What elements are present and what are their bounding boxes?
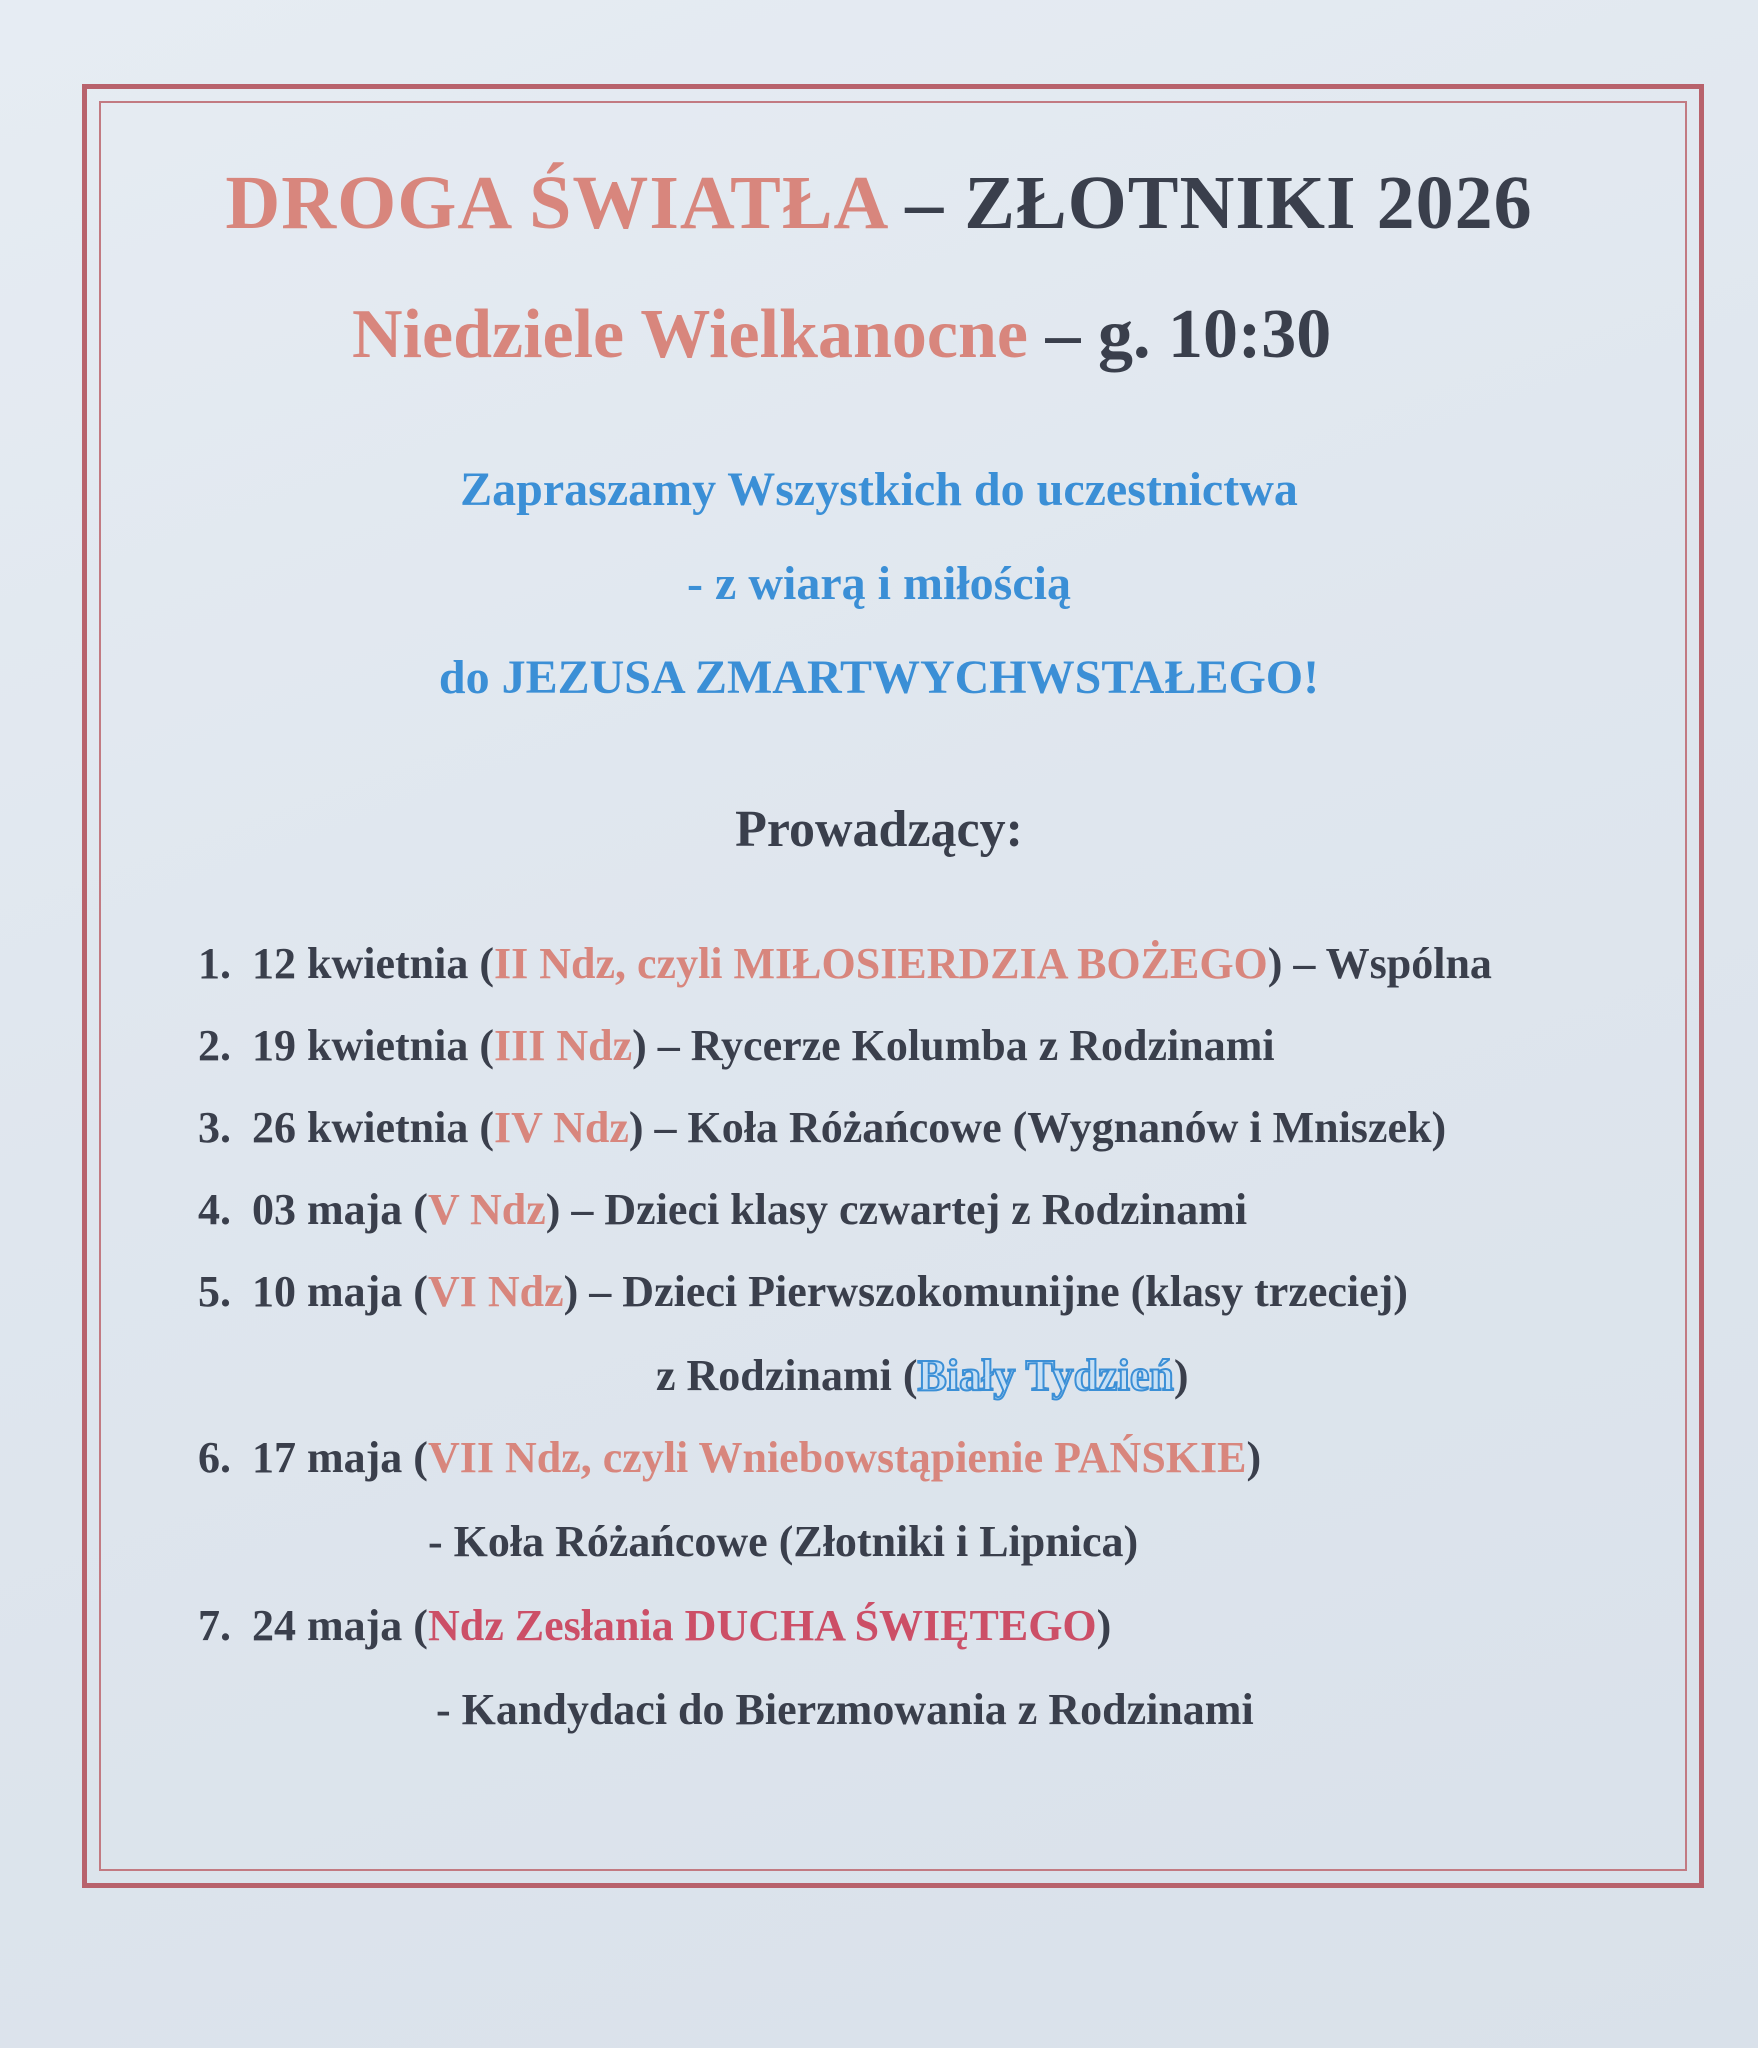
poster-title [0,160,1758,247]
schedule-item-3 [198,1102,1446,1153]
item-sunday: VI Ndz [427,1267,564,1316]
item-leader: ) – Dzieci klasy czwartej z Rodzinami [545,1185,1248,1234]
leaders-heading: Prowadzący: [735,801,1023,858]
title-part-2: – ZŁOTNIKI 2026 [885,161,1533,245]
item-date: 26 kwietnia ( [252,1103,494,1152]
item-cont-highlight: Biały Tydzień [917,1351,1174,1400]
poster-subtitle [352,295,1331,375]
schedule-item-5 [198,1266,1408,1317]
item-leader: ) – Rycerze Kolumba z Rodzinami [632,1021,1275,1070]
item-number: 6. [198,1433,231,1482]
item-sunday: V Ndz [427,1185,546,1234]
schedule-item-1 [198,938,1492,989]
item-leader: ) [1096,1601,1112,1650]
item-number: 5. [198,1267,231,1316]
item-date: 10 maja ( [252,1267,428,1316]
item-date: 12 kwietnia ( [252,939,494,988]
item-sunday: III Ndz [494,1021,633,1070]
item-date: 17 maja ( [252,1433,428,1482]
item-number: 7. [198,1601,231,1650]
item-number: 2. [198,1021,231,1070]
subtitle-part-2: – g. 10:30 [1027,296,1332,373]
schedule-item-6 [198,1432,1261,1483]
invitation-line-2: - z wiarą i miłością [687,557,1071,610]
title-part-1: DROGA ŚWIATŁA [225,161,886,245]
item-leader: ) – Wspólna [1267,939,1492,988]
schedule-item-7-continuation: - Kandydaci do Bierzmowania z Rodzinami [436,1685,1254,1734]
item-number: 3. [198,1103,231,1152]
schedule-item-2 [198,1020,1275,1071]
item-date: 24 maja ( [252,1601,428,1650]
item-number: 4. [198,1185,231,1234]
item-cont-after: ) [1173,1351,1189,1400]
item-sunday: IV Ndz [494,1103,629,1152]
item-number: 1. [198,939,231,988]
item-sunday: II Ndz, czyli MIŁOSIERDZIA BOŻEGO [494,939,1268,988]
invitation-line-1: Zapraszamy Wszystkich do uczestnictwa [460,463,1298,516]
invitation-line-3: do JEZUSA ZMARTWYCHWSTAŁEGO! [438,651,1320,704]
item-leader: ) [1246,1433,1262,1482]
subtitle-part-1: Niedziele Wielkanocne [352,296,1028,373]
item-date: 19 kwietnia ( [252,1021,494,1070]
schedule-item-4 [198,1184,1247,1235]
item-sunday: VII Ndz, czyli Wniebowstąpienie PAŃSKIE [427,1433,1247,1482]
item-cont-before: z Rodzinami ( [656,1351,918,1400]
item-date: 03 maja ( [252,1185,428,1234]
schedule-item-7 [198,1600,1111,1651]
item-leader: ) – Koła Różańcowe (Wygnanów i Mniszek) [628,1103,1447,1152]
item-leader: ) – Dzieci Pierwszokomunijne (klasy trzeciej) [563,1267,1408,1316]
schedule-item-5-continuation [656,1350,1189,1401]
schedule-item-6-continuation: - Koła Różańcowe (Złotniki i Lipnica) [428,1517,1139,1566]
item-sunday: Ndz Zesłania DUCHA ŚWIĘTEGO [427,1601,1097,1650]
